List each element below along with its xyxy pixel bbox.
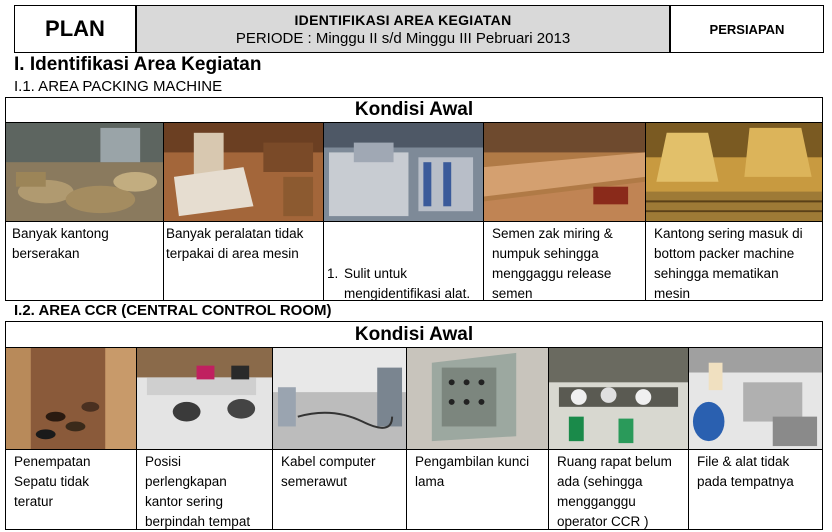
header-title: IDENTIFIKASI AREA KEGIATAN	[294, 11, 512, 28]
ccr-caption-6: File & alat tidak pada tempatnya	[697, 454, 794, 489]
header-title-box	[136, 5, 670, 53]
section-title: I. Identifikasi Area Kegiatan	[14, 54, 262, 75]
photo-computer-cables	[273, 348, 407, 449]
photo-key-cabinet	[407, 348, 549, 449]
photo-files-tools	[689, 348, 822, 449]
packing-caption-5: Kantong sering masuk di bottom packer machine sehingga mematikan mesin	[654, 226, 803, 300]
ccr-caption-1: Penempatan Sepatu tidak teratur	[6, 450, 137, 529]
photo-office-desks	[137, 348, 273, 449]
status-label: PERSIAPAN	[670, 5, 824, 53]
ccr-photo-row	[5, 347, 823, 450]
ccr-band: Kondisi Awal	[5, 321, 823, 348]
photo-shoes	[6, 348, 137, 449]
packing-caption-1: Banyak kantong berserakan	[6, 222, 164, 300]
packing-band: Kondisi Awal	[5, 97, 823, 123]
ccr-caption-4: Pengambilan kunci lama	[407, 450, 549, 529]
photo-bottom-packer	[646, 123, 822, 221]
plan-label: PLAN	[14, 5, 136, 53]
packing-caption-3	[324, 222, 484, 300]
photo-unused-equipment	[164, 123, 324, 221]
photo-packer-machine	[324, 123, 484, 221]
photo-scattered-bags	[6, 123, 164, 221]
ccr-caption-3: Kabel computer semerawut	[273, 450, 407, 529]
photo-tilted-cement-bags	[484, 123, 646, 221]
packing-caption-3-item-1: 1. Sulit untuk mengidentifikasi alat.	[342, 264, 477, 300]
ccr-subtitle: I.2. AREA CCR (CENTRAL CONTROL ROOM)	[14, 302, 332, 319]
ccr-caption-2: Posisi perlengkapan kantor sering berpindah tempat	[137, 450, 273, 529]
ccr-caption-5: Ruang rapat belum ada (sehingga mengganggu operator CCR )	[549, 450, 689, 529]
photo-meeting-room	[549, 348, 689, 449]
packing-caption-4: Semen zak miring & numpuk sehingga menggaggu release semen	[484, 222, 646, 300]
packing-caption-2: Banyak peralatan tidak terpakai di area mesin	[164, 222, 324, 300]
packing-caption-row	[5, 221, 823, 301]
packing-photo-row	[5, 122, 823, 222]
ccr-caption-row	[5, 449, 823, 530]
header-period: PERIODE : Minggu II s/d Minggu III Pebruari 2013	[235, 29, 571, 47]
packing-subtitle: I.1. AREA PACKING MACHINE	[14, 78, 223, 95]
